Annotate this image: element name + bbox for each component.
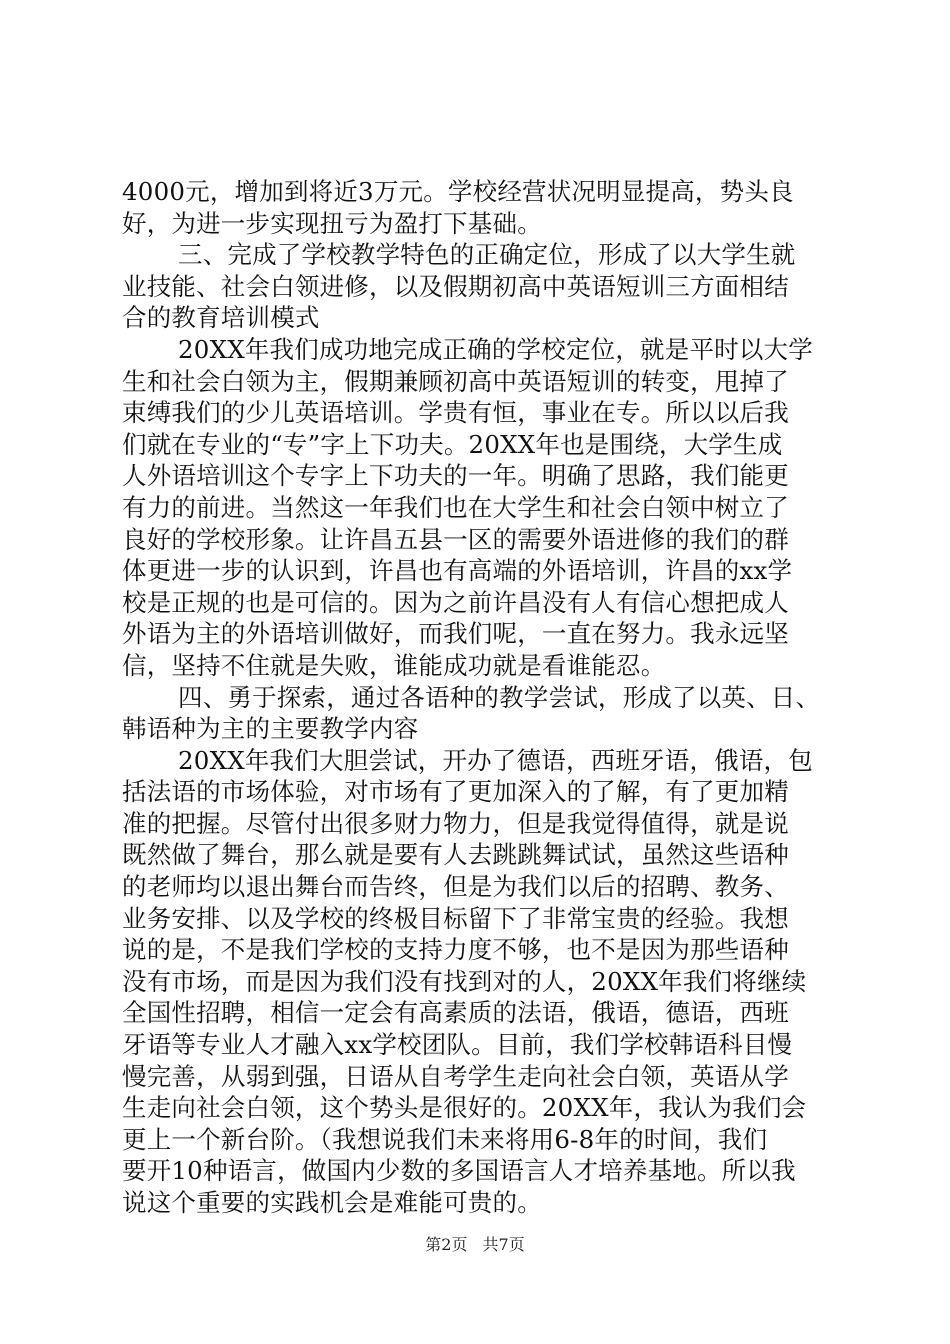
page-number: 第2页 (425, 1235, 468, 1254)
text-line: 全国性招聘，相信一定会有高素质的法语，俄语，德语，西班 (122, 998, 789, 1028)
text-line: 慢完善，从弱到强，日语从自考学生走向社会白领，英语从学 (122, 1061, 789, 1091)
text-line: 三、完成了学校教学特色的正确定位，形成了以大学生就 (178, 240, 796, 270)
text-line: 外语为主的外语培训做好，而我们呢，一直在努力。我永远坚 (122, 619, 789, 649)
text-line: 信，坚持不住就是失败，谁能成功就是看谁能忍。 (122, 650, 666, 680)
text-line: 生走向社会白领，这个势头是很好的。20XX年，我认为我们会 (122, 1093, 807, 1123)
text-line: 更上一个新台阶。（我想说我们未来将用6-8年的时间，我们 (122, 1124, 768, 1154)
text-line: 准的把握。尽管付出很多财力物力，但是我觉得值得，就是说 (122, 808, 789, 838)
page-footer (0, 1235, 950, 1255)
text-line: 的老师均以退出舞台而告终，但是为我们以后的招聘、教务、 (122, 872, 789, 902)
text-line: 生和社会白领为主，假期兼顾初高中英语短训的转变，甩掉了 (122, 366, 789, 396)
text-line: 韩语种为主的主要教学内容 (122, 714, 419, 744)
text-line: 校是正规的也是可信的。因为之前许昌没有人有信心想把成人 (122, 587, 789, 617)
page-total: 共7页 (482, 1235, 525, 1254)
text-line: 没有市场，而是因为我们没有找到对的人，20XX年我们将继续 (122, 966, 807, 996)
text-line: 要开10种语言，做国内少数的多国语言人才培养基地。所以我 (122, 1156, 796, 1186)
text-line: 有力的前进。当然这一年我们也在大学生和社会白领中树立了 (122, 492, 789, 522)
text-line: 良好的学校形象。让许昌五县一区的需要外语进修的我们的群 (122, 524, 789, 554)
text-line: 既然做了舞台，那么就是要有人去跳跳舞试试，虽然这些语种 (122, 840, 789, 870)
paragraph-revenue (122, 176, 834, 239)
text-line: 四、勇于探索，通过各语种的教学尝试，形成了以英、日、 (178, 682, 821, 712)
text-line: 好，为进一步实现扭亏为盈打下基础。 (122, 208, 542, 238)
document-body (122, 176, 834, 1219)
text-line: 4000元，增加到将近3万元。学校经营状况明显提高，势头良 (122, 177, 794, 206)
paragraph-languages (122, 745, 834, 1219)
text-line: 束缚我们的少儿英语培训。学贵有恒，事业在专。所以以后我 (122, 398, 789, 428)
text-line: 20XX年我们成功地完成正确的学校定位，就是平时以大学 (178, 334, 813, 364)
text-line: 人外语培训这个专字上下功夫的一年。明确了思路，我们能更 (122, 461, 789, 491)
text-line: 说这个重要的实践机会是难能可贵的。 (122, 1188, 542, 1217)
paragraph-positioning (122, 334, 834, 682)
text-line: 体更进一步的认识到，许昌也有高端的外语培训，许昌的xx学 (122, 556, 793, 586)
paragraph-heading-three (122, 239, 834, 334)
text-line: 括法语的市场体验，对市场有了更加深入的了解，有了更加精 (122, 777, 789, 807)
text-line: 20XX年我们大胆尝试，开办了德语，西班牙语，俄语，包 (178, 745, 813, 775)
text-line: 说的是，不是我们学校的支持力度不够，也不是因为那些语种 (122, 935, 789, 965)
text-line: 业务安排、以及学校的终极目标留下了非常宝贵的经验。我想 (122, 903, 789, 933)
paragraph-heading-four (122, 682, 834, 745)
text-line: 牙语等专业人才融入xx学校团队。目前，我们学校韩语科目慢 (122, 1030, 793, 1060)
text-line: 们就在专业的“专”字上下功夫。20XX年也是围绕，大学生成 (122, 429, 783, 459)
text-line: 合的教育培训模式 (122, 303, 320, 333)
text-line: 业技能、社会白领进修，以及假期初高中英语短训三方面相结 (122, 271, 789, 301)
